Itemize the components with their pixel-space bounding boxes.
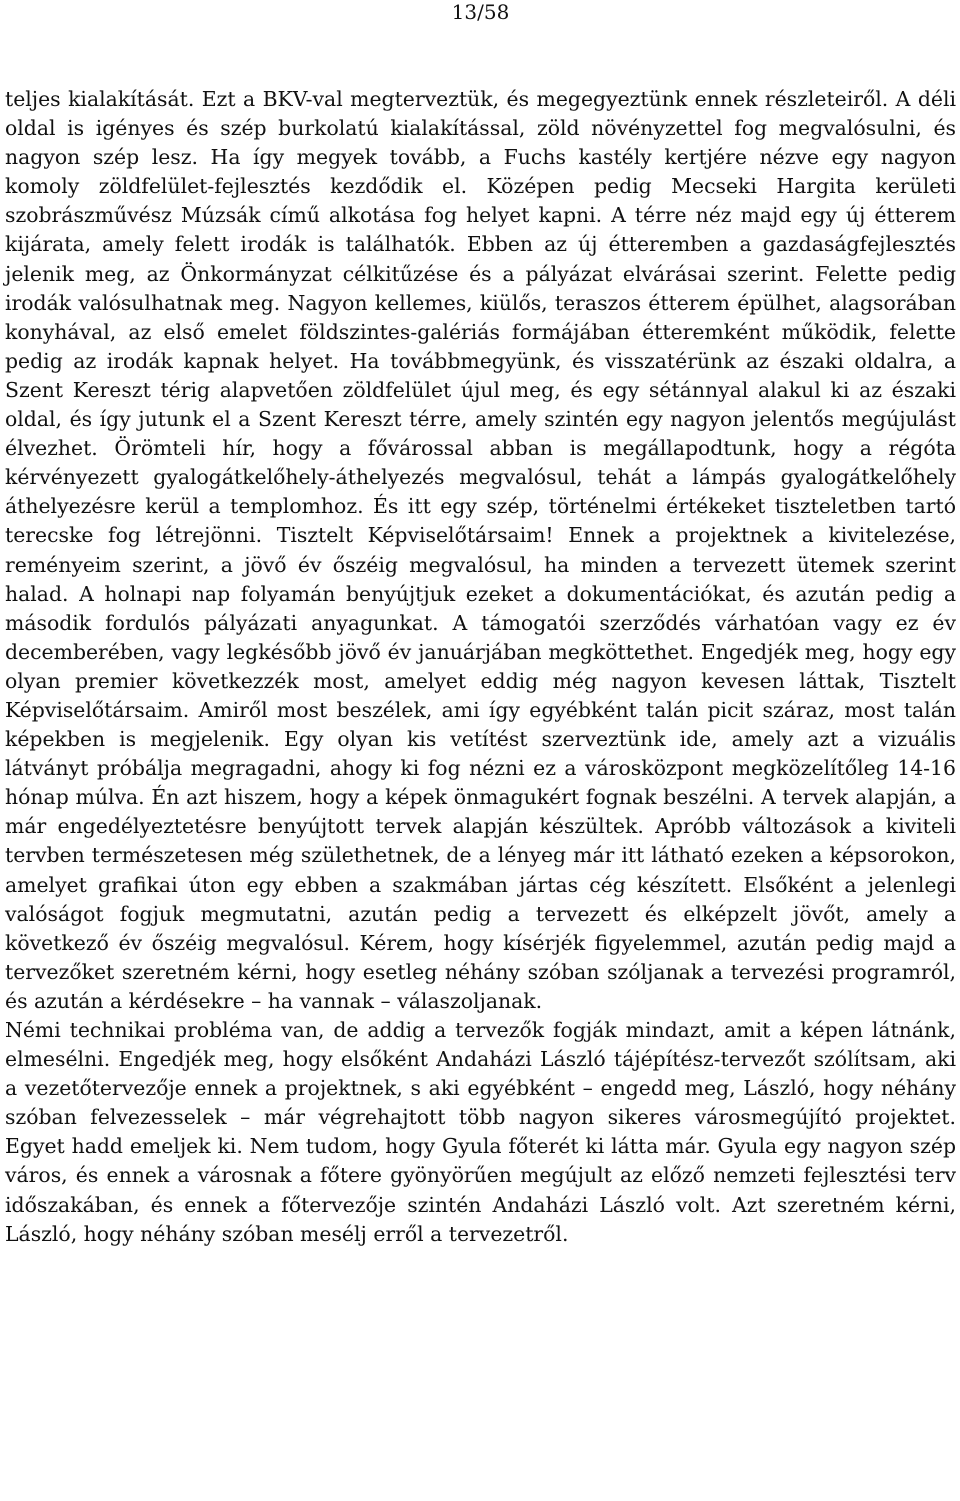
page-number: 13/58 (451, 0, 510, 24)
paragraph-1: teljes kialakítását. Ezt a BKV-val megterveztük, és megegyeztünk ennek részleteiről. A déli oldal is igényes és szép burkolatú kialakítással, zöld növényzettel fog megvalósulni, és nagyon szép lesz. Ha így megyek tovább, a Fuchs kastély kertjére nézve egy nagyon komoly zöldfelület-fejlesztés kezdődik el. Középen pedig Mecseki Hargita kerületi szobrászművész Múzsák című alkotása fog helyet kapni. A térre néz majd egy új étterem kijárata, amely felett irodák is találhatók. Ebben az új étteremben a gazdaságfejlesztés jelenik meg, az Önkormányzat célkitűzése és a pályázat elvárásai szerint. Felette pedig irodák valósulhatnak meg. Nagyon kellemes, kiülős, teraszos étterem épülhet, alagsorában konyhával, az első emelet földszintes-galériás formájában étteremként működik, felette pedig az irodák kapnak helyet. Ha továbbmegyünk, és visszatérünk az északi oldalra, a Szent Kereszt térig alapvetően zöldfelület újul meg, és egy sétánnyal alakul ki az északi oldal, és így jutunk el a Szent Kereszt térre, amely szintén egy nagyon jelentős megújulást élvezhet. Örömteli hír, hogy a fővárossal abban is megállapodtunk, hogy a régóta kérvényezett gyalogátkelőhely-áthelyezés megvalósul, tehát a lámpás gyalogátkelőhely áthelyezésre kerül a templomhoz. És itt egy szép, történelmi értékeket tiszteletben tartó terecske fog létrejönni. Tisztelt Képviselőtársaim! Ennek a projektnek a kivitelezése, reményeim szerint, a jövő év őszéig megvalósul, ha minden a tervezett ütemek szerint halad. A holnapi nap folyamán benyújtjuk ezeket a dokumentációkat, és azután pedig a második fordulós pályázati anyagunkat. A támogatói szerződés várhatóan vagy ez év decemberében, vagy legkésőbb jövő év januárjában megköttethet. Engedjék meg, hogy egy olyan premier következzék most, amelyet eddig még nagyon kevesen láttak, Tisztelt Képviselőtársaim. Amiről most beszélek, ami így egyébként talán picit száraz, most talán képekben is megjelenik. Egy olyan kis vetítést szerveztünk ide, amely azt a vizuális látványt próbálja megragadni, ahogy ki fog nézni ez a városközpont megközelítőleg 14-16 hónap múlva. Én azt hiszem, hogy a képek önmagukért fognak beszélni. A tervek alapján, a már engedélyeztetésre benyújtott tervek alapján készültek. Apróbb változások a kiviteli tervben természetesen még születhetnek, de a lényeg már itt látható ezeken a képsorokon, amelyet grafikai úton egy ebben a szakmában jártas cég készített. Elsőként a jelenlegi valóságot fogjuk megmutatni, azután pedig a tervezett és elképzelt jövőt, amely a következő év őszéig megvalósul. Kérem, hogy kísérjék figyelemmel, azután pedig majd a tervezőket szeretném kérni, hogy esetleg néhány szóban szóljanak a tervezési programról, és azután a kérdésekre – ha vannak – válaszoljanak. (5, 87, 956, 1013)
body-text (5, 85, 956, 1249)
paragraph-2: Némi technikai probléma van, de addig a tervezők fogják mindazt, amit a képen látnánk, elmesélni. Engedjék meg, hogy elsőként Andaházi László tájépítész-tervezőt szólítsam, aki a vezetőtervezője ennek a projektnek, s aki egyébként – engedd meg, László, hogy néhány szóban felvezesselek – már végrehajtott több nagyon sikeres városmegújító projektet. Egyet hadd emeljek ki. Nem tudom, hogy Gyula főterét ki látta már. Gyula egy nagyon szép város, és ennek a városnak a főtere gyönyörűen megújult az előző nemzeti fejlesztési terv időszakában, és ennek a főtervezője szintén Andaházi László volt. Azt szeretném kérni, László, hogy néhány szóban mesélj erről a tervezetről. (5, 1018, 956, 1246)
